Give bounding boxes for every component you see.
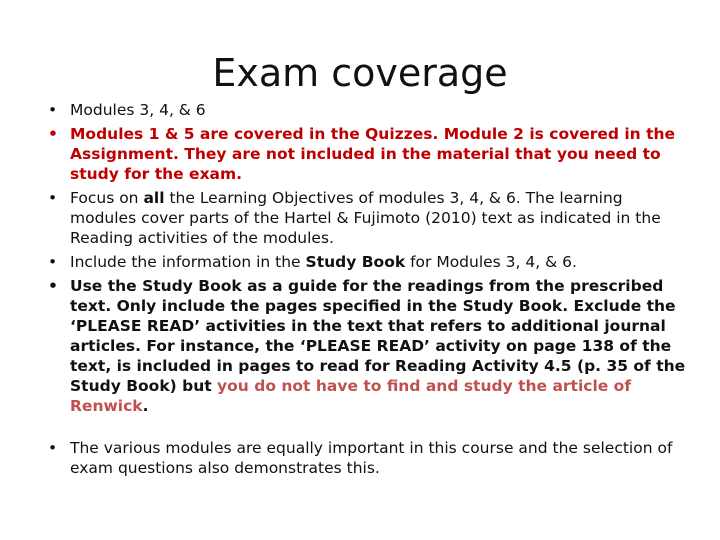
bullet-learning-objectives <box>48 188 688 248</box>
bullet-text-highlight: you do not have to find and study the article of Renwick <box>70 377 632 415</box>
bullet-list <box>48 100 688 482</box>
bullet-text: Modules 1 & 5 are covered in the Quizzes. Module 2 is covered in the Assignment. They are not included in the material that you need to study for the exam. <box>70 125 676 183</box>
bullet-modules-list <box>48 100 688 120</box>
bullet-text: The various modules are equally important in this course and the selection of exam questions also demonstrates this. <box>70 439 673 477</box>
bullet-marker: • <box>48 189 58 207</box>
bullet-text-post: the Learning Objectives of modules 3, 4, & 6. The learning modules cover parts of the Hartel & Fujimoto (2010) text as indicated in the Reading activities of the modules. <box>70 189 661 247</box>
bullet-text-end: . <box>142 397 149 415</box>
bullet-study-book-guide <box>48 276 688 416</box>
bullet-text-emphasis: all <box>143 189 165 207</box>
bullet-marker: • <box>48 277 58 295</box>
bullet-text: Modules 3, 4, & 6 <box>70 101 206 119</box>
bullet-marker: • <box>48 439 58 457</box>
bullet-text: Use the Study Book as a guide for the readings from the prescribed text. Only include the pages specified in the Study Book. Exclude the ‘PLEASE READ’ activities in the text that refers to additional journal articles. For instance, the ‘PLEASE READ’ activity on page 138 of the text, is included in pages to read for Reading Activity 4.5 (p. 35 of the Study Book) but <box>70 277 686 395</box>
bullet-text-pre: Include the information in the <box>70 253 306 271</box>
bullet-text-post: for Modules 3, 4, & 6. <box>405 253 577 271</box>
bullet-study-book-info <box>48 252 688 272</box>
bullet-text-pre: Focus on <box>70 189 144 207</box>
bullet-marker: • <box>48 125 58 143</box>
bullet-equal-importance <box>48 438 688 478</box>
slide-title: Exam coverage <box>212 51 508 95</box>
bullet-quizzes-assignment <box>48 124 688 184</box>
bullet-text-emphasis: Study Book <box>305 253 406 271</box>
bullet-marker: • <box>48 101 58 119</box>
bullet-marker: • <box>48 253 58 271</box>
